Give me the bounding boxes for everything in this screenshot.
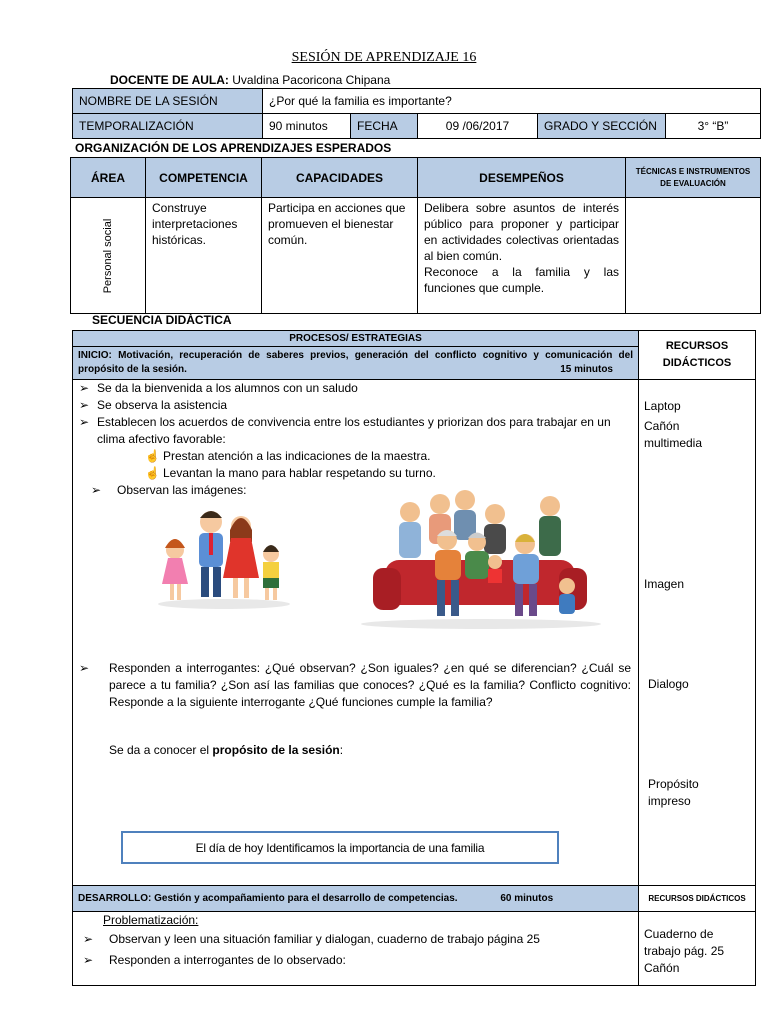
header-capacidades: CAPACIDADES	[262, 158, 418, 198]
header-desempenos: DESEMPEÑOS	[418, 158, 626, 198]
purpose-line: Se da a conocer el propósito de la sesión:	[109, 743, 344, 757]
desarrollo-time: 60 minutos	[500, 893, 554, 904]
inicio-text: Motivación, recuperación de saberes previos, generación del conflicto cognitivo y comunicación del propósito de la sesión.	[78, 350, 633, 375]
sequence-table	[72, 330, 756, 986]
list-item: ➢ Se da la bienvenida a los alumnos con un saludo	[79, 381, 358, 395]
hand-pointer-icon: ☝	[145, 466, 160, 480]
fecha-label: FECHA	[351, 114, 418, 139]
desarrollo-label: DESARROLLO:	[78, 893, 152, 904]
recurso-proposito: Propósito impreso	[648, 777, 699, 808]
arrow-bullet-icon: ➢	[83, 932, 94, 946]
arrow-bullet-icon: ➢	[79, 661, 90, 675]
hand-pointer-icon: ☝	[145, 449, 160, 463]
docente-line	[110, 73, 390, 87]
list-item: ➢ Establecen los acuerdos de convivencia entre los estudiantes y priorizan dos para trabajar en un clima afectivo favorable:	[79, 415, 611, 446]
docente-label: DOCENTE DE AULA:	[110, 73, 229, 87]
inicio-label: INICIO:	[78, 350, 112, 361]
recurso-imagen: Imagen	[644, 577, 685, 591]
arrow-bullet-icon: ➢	[91, 483, 102, 497]
list-item: ➢ Responden a interrogantes de lo observado:	[83, 953, 346, 967]
tecnicas-value	[626, 198, 761, 314]
recurso-cuaderno: Cuaderno de trabajo pág. 25	[644, 927, 725, 958]
list-item: ➢ Observan y leen una situación familiar y dialogan, cuaderno de trabajo página 25	[83, 932, 540, 946]
session-name-label: NOMBRE DE LA SESIÓN	[73, 89, 263, 114]
sub-list-item: ☝ Prestan atención a las indicaciones de la maestra.	[145, 449, 431, 463]
org-title: ORGANIZACIÓN DE LOS APRENDIZAJES ESPERADOS	[75, 141, 392, 155]
temporalizacion-label: TEMPORALIZACIÓN	[73, 114, 263, 139]
desarrollo-recursos-cell	[639, 912, 756, 986]
arrow-bullet-icon: ➢	[83, 953, 94, 967]
seq-title: SECUENCIA DIDÁCTICA	[92, 313, 232, 327]
purpose-box: El día de hoy Identificamos la importancia de una familia	[121, 831, 559, 864]
list-item: ➢ Responden a interrogantes: ¿Qué observan? ¿Son iguales? ¿en qué se diferencian? ¿Cuál se parece a tu familia? ¿Son así las familias que conoces? ¿Qué es la familia? Conflicto cognitivo: Responde a la siguiente interrogante ¿Qué funciones cumple la familia?	[79, 661, 631, 709]
org-table	[70, 157, 761, 314]
competencia-value: Construye interpretaciones históricas.	[146, 198, 262, 314]
desarrollo-header	[73, 886, 639, 912]
header-competencia: COMPETENCIA	[146, 158, 262, 198]
inicio-header	[73, 347, 639, 380]
problematizacion-title: Problematización:	[103, 913, 199, 927]
docente-name: Uvaldina Pacoricona Chipana	[232, 73, 391, 87]
header-area: ÁREA	[71, 158, 146, 198]
recursos-header-small: RECURSOS DIDÁCTICOS	[639, 886, 756, 912]
capacidades-value: Participa en acciones que promueven el bienestar común.	[262, 198, 418, 314]
recursos-cell	[639, 380, 756, 886]
temporalizacion-value: 90 minutos	[263, 114, 351, 139]
header-tecnicas: TÉCNICAS E INSTRUMENTOS DE EVALUACIÓN	[626, 158, 761, 198]
procesos-header: PROCESOS/ ESTRATEGIAS	[73, 331, 639, 347]
fecha-value: 09 /06/2017	[418, 114, 538, 139]
desempenos-cell	[418, 198, 626, 314]
family-illustration-large	[355, 490, 607, 630]
desempeno-2: Reconoce a la familia y las funciones que cumple.	[424, 265, 619, 295]
arrow-bullet-icon: ➢	[79, 381, 90, 395]
recurso-dialogo: Dialogo	[648, 677, 689, 691]
inicio-body	[73, 380, 639, 886]
session-title: SESIÓN DE APRENDIZAJE 16	[291, 50, 477, 65]
desempeno-1: Delibera sobre asuntos de interés público para proponer y participar en actividades colectivas orientadas al bien común.	[424, 201, 619, 263]
session-info-table	[72, 88, 761, 139]
grado-value: 3° “B”	[666, 114, 761, 139]
grado-label: GRADO Y SECCIÓN	[538, 114, 666, 139]
list-item: ➢ Se observa la asistencia	[79, 398, 228, 412]
arrow-bullet-icon: ➢	[79, 398, 90, 412]
desarrollo-text: Gestión y acompañamiento para el desarrollo de competencias.	[154, 893, 458, 904]
desarrollo-body	[73, 912, 639, 986]
recurso-laptop: Laptop	[644, 399, 681, 413]
family-illustration-small	[153, 500, 295, 610]
recurso-canon: Cañón multimedia	[644, 419, 703, 450]
recursos-header: RECURSOS DIDÁCTICOS	[639, 331, 756, 380]
inicio-time: 15 minutos	[560, 364, 613, 375]
arrow-bullet-icon: ➢	[79, 415, 90, 429]
list-item: ➢ Observan las imágenes:	[91, 483, 247, 497]
area-cell	[71, 198, 146, 314]
area-value: Personal social	[102, 218, 114, 293]
session-name-value: ¿Por qué la familia es importante?	[263, 89, 761, 114]
recurso-canon-2: Cañón	[644, 961, 680, 975]
sub-list-item: ☝ Levantan la mano para hablar respetando su turno.	[145, 466, 436, 480]
